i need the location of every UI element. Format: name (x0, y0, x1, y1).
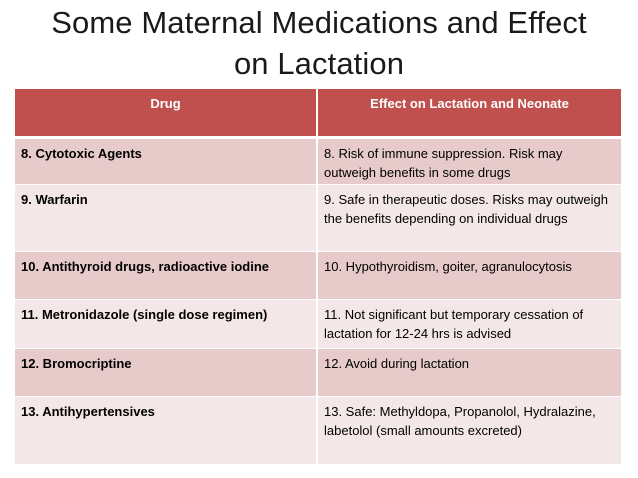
drug-cell: 9. Warfarin (15, 184, 317, 251)
table-row-bromocriptine (15, 348, 621, 396)
effect-cell: 8. Risk of immune suppression. Risk may outweigh benefits in some drugs (317, 137, 621, 184)
effect-cell: 12. Avoid during lactation (317, 348, 621, 396)
table-row-metronidazole (15, 299, 621, 348)
effect-cell: 10. Hypothyroidism, goiter, agranulocytosis (317, 251, 621, 299)
slide-title-line-2: on Lactation (233, 46, 405, 81)
table-row-antihypertensives (15, 396, 621, 464)
table-row-antithyroid (15, 251, 621, 299)
header-effect: Effect on Lactation and Neonate (317, 89, 621, 137)
slide-title (0, 2, 638, 84)
drug-cell: 8. Cytotoxic Agents (15, 137, 317, 184)
header-drug: Drug (15, 89, 317, 137)
table-row-cytotoxic (15, 137, 621, 184)
drug-cell: 11. Metronidazole (single dose regimen) (15, 299, 317, 348)
drug-cell: 13. Antihypertensives (15, 396, 317, 464)
table-row-warfarin (15, 184, 621, 251)
medication-table (15, 89, 621, 464)
table-header-row (15, 89, 621, 137)
slide-title-line-1: Some Maternal Medications and Effect (51, 5, 587, 40)
effect-cell: 13. Safe: Methyldopa, Propanolol, Hydralazine, labetolol (small amounts excreted) (317, 396, 621, 464)
drug-cell: 10. Antithyroid drugs, radioactive iodine (15, 251, 317, 299)
effect-cell: 9. Safe in therapeutic doses. Risks may outweigh the benefits depending on individual drugs (317, 184, 621, 251)
drug-cell: 12. Bromocriptine (15, 348, 317, 396)
effect-cell: 11. Not significant but temporary cessation of lactation for 12-24 hrs is advised (317, 299, 621, 348)
